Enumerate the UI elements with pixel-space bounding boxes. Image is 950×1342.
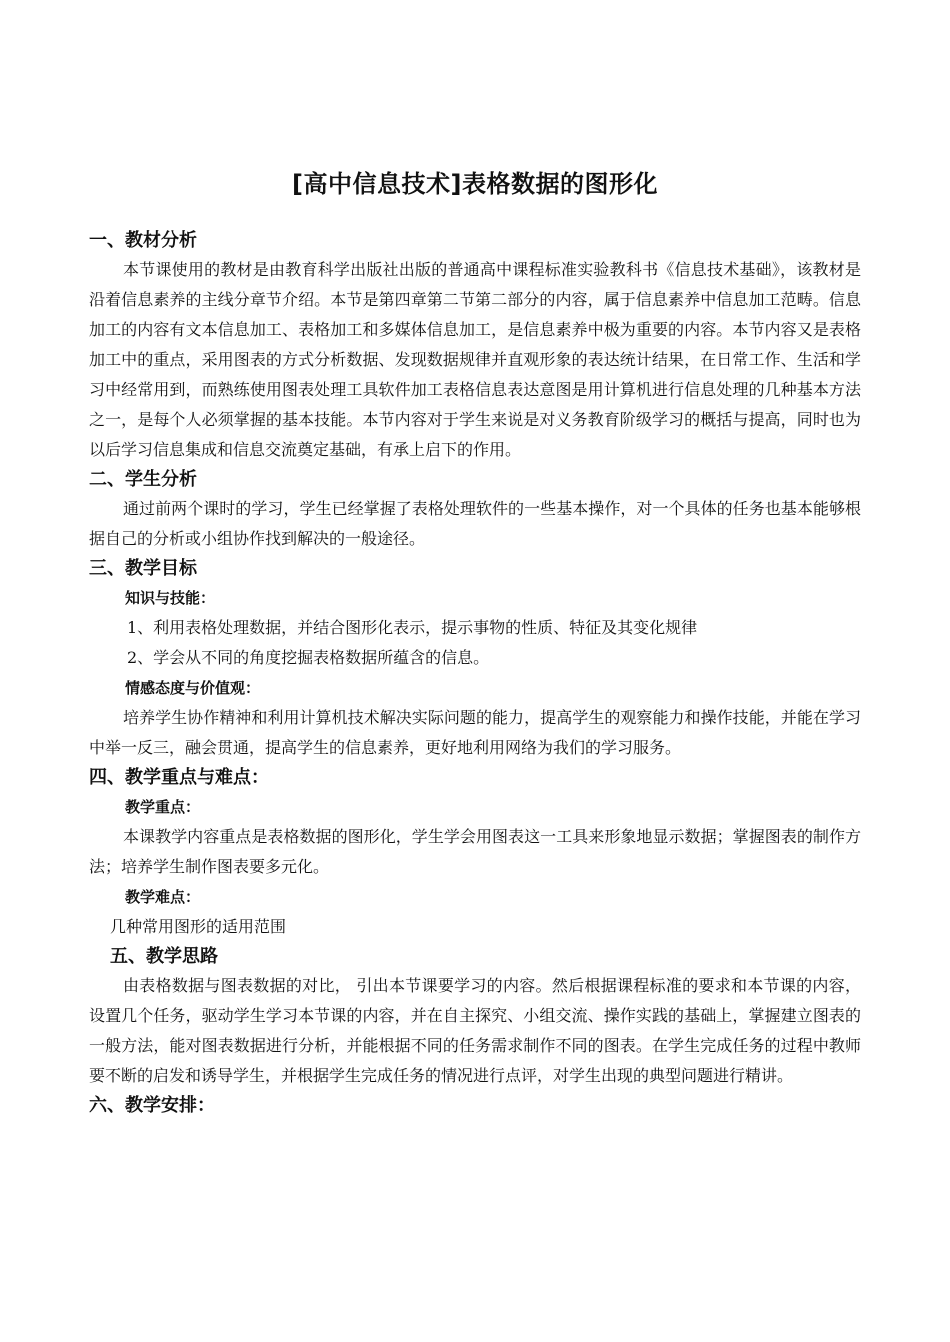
subheading-difficulty: 教学难点： — [125, 888, 201, 906]
subheading-key-point: 教学重点： — [125, 798, 201, 816]
document-body — [89, 226, 861, 1120]
section-key-points — [89, 763, 861, 942]
difficulty-line: 几种常用图形的适用范围 — [110, 917, 287, 936]
section-student-analysis — [89, 465, 861, 554]
section-paragraph: 培养学生协作精神和利用计算机技术解决实际问题的能力，提高学生的观察能力和操作技能，并能在学习中举一反三，融会贯通，提高学生的信息素养，更好地利用网络为我们的学习服务。 — [89, 708, 861, 757]
section-paragraph: 由表格数据与图表数据的对比， 引出本节课要学习的内容。然后根据课程标准的要求和本节课的内容，设置几个任务，驱动学生学习本节课的内容，并在自主探究、小组交流、操作实践的基础上，掌握建立图表的一般方法，能对图表数据进行分析，并能根据不同的任务需求制作不同的图表。在学生完成任务的过程中教师要不断的启发和诱导学生，并根据学生完成任务的情况进行点评，对学生出现的典型问题进行精讲。 — [89, 976, 861, 1085]
section-paragraph: 本课教学内容重点是表格数据的图形化，学生学会用图表这一工具来形象地显示数据；掌握图表的制作方法；培养学生制作图表要多元化。 — [89, 827, 861, 876]
section-heading: 四、教学重点与难点： — [89, 767, 269, 788]
document-title: [高中信息技术]表格数据的图形化 — [292, 170, 658, 198]
section-textbook-analysis — [89, 226, 861, 465]
subheading-knowledge-skills: 知识与技能： — [125, 589, 216, 607]
section-heading: 五、教学思路 — [110, 946, 218, 967]
section-teaching-schedule — [89, 1091, 861, 1120]
goal-item: 2、学会从不同的角度挖掘表格数据所蕴含的信息。 — [127, 648, 490, 667]
section-paragraph: 通过前两个课时的学习，学生已经掌握了表格处理软件的一些基本操作，对一个具体的任务也基本能够根据自己的分析或小组协作找到解决的一般途径。 — [89, 499, 861, 548]
section-heading: 一、教材分析 — [89, 230, 197, 251]
section-paragraph: 本节课使用的教材是由教育科学出版社出版的普通高中课程标准实验教科书《信息技术基础》，该教材是沿着信息素养的主线分章节介绍。本节是第四章第二节第二部分的内容，属于信息素养中信息加工范畴。信息加工的内容有文本信息加工、表格加工和多媒体信息加工，是信息素养中极为重要的内容。本节内容又是表格加工中的重点，采用图表的方式分析数据、发现数据规律并直观形象的表达统计结果，在日常工作、生活和学习中经常用到，而熟练使用图表处理工具软件加工表格信息表达意图是用计算机进行信息处理的几种基本方法之一，是每个人必须掌握的基本技能。本节内容对于学生来说是对义务教育阶级学习的概括与提高，同时也为以后学习信息集成和信息交流奠定基础，有承上启下的作用。 — [89, 260, 861, 459]
goal-item: 1、利用表格处理数据，并结合图形化表示，提示事物的性质、特征及其变化规律 — [127, 618, 698, 637]
section-heading: 二、学生分析 — [89, 469, 197, 490]
subheading-emotion-values: 情感态度与价值观： — [125, 679, 261, 697]
section-heading: 六、教学安排： — [89, 1095, 215, 1116]
section-heading: 三、教学目标 — [89, 558, 197, 579]
section-teaching-goals — [89, 554, 861, 763]
section-teaching-approach — [89, 942, 861, 1091]
